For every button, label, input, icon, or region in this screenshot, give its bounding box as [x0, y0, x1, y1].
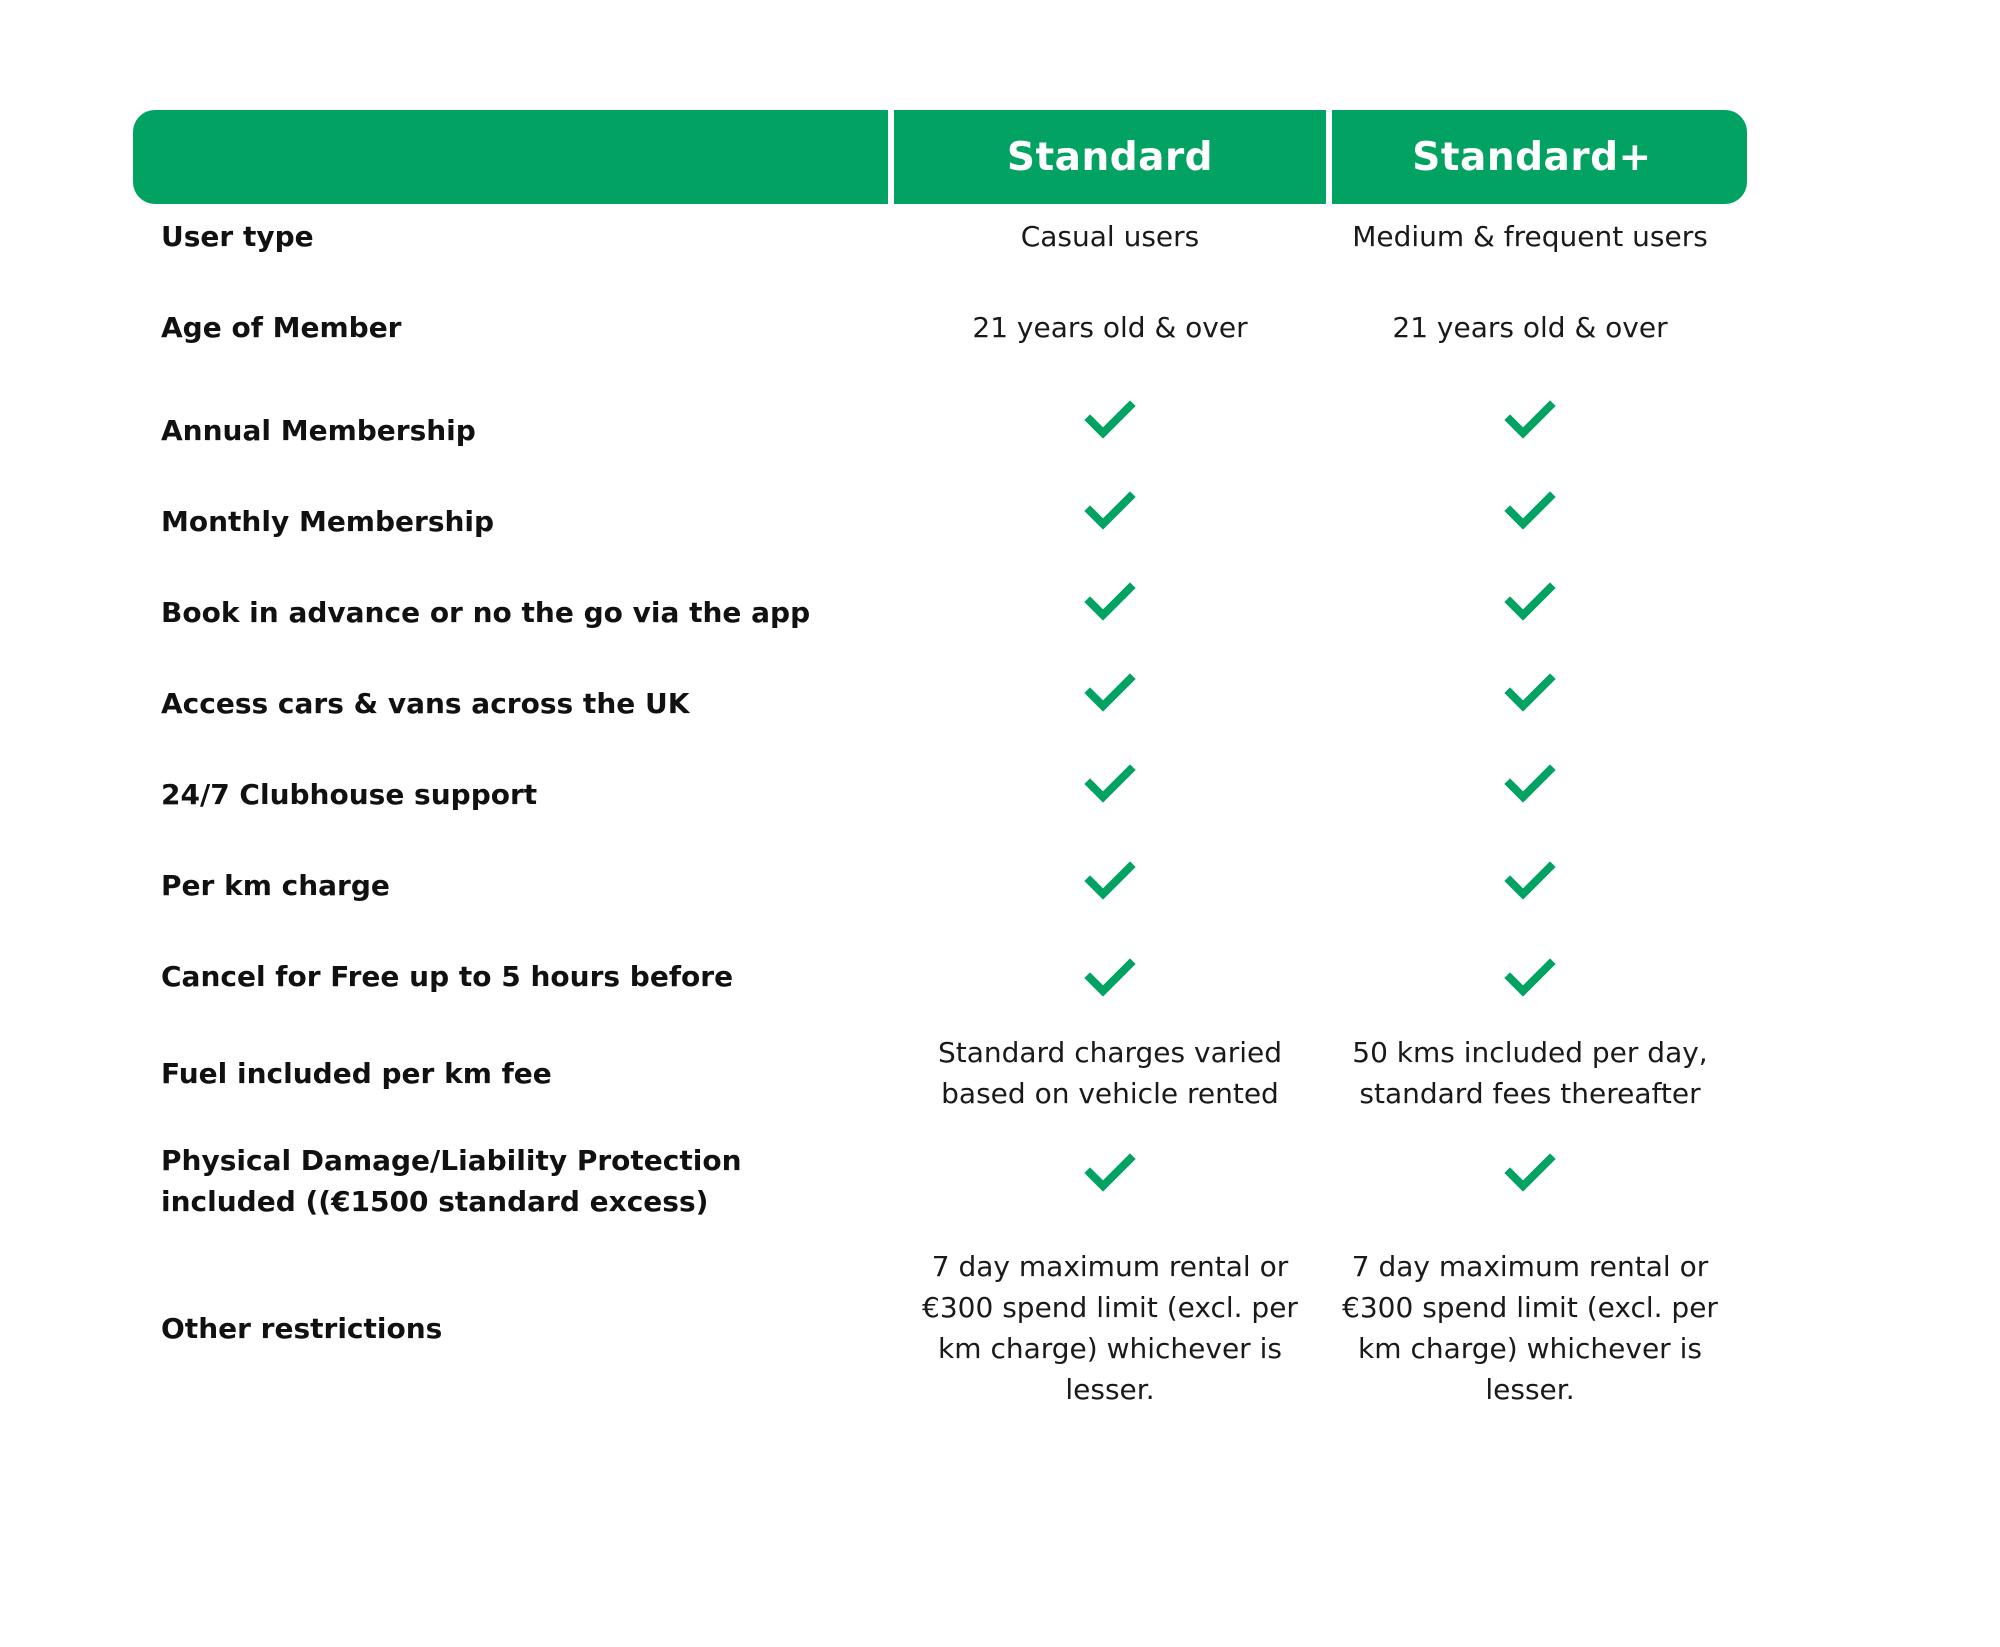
- plan-header-standard: Standard: [1006, 134, 1214, 180]
- table-row: [0, 496, 2000, 546]
- standard-value: Casual users: [1020, 219, 1200, 253]
- row-label: Per km charge: [161, 868, 390, 902]
- row-label: Access cars & vans across the UK: [161, 686, 690, 720]
- check-icon: [1084, 764, 1136, 804]
- check-icon: [1084, 958, 1136, 998]
- table-row: [0, 951, 2000, 1001]
- standard-plus-check-cell: [1330, 759, 1730, 809]
- table-row: [0, 1243, 2000, 1413]
- check-icon: [1084, 861, 1136, 901]
- check-icon: [1504, 764, 1556, 804]
- standard-check-cell: [900, 953, 1320, 1003]
- row-label: Fuel included per km fee: [161, 1056, 552, 1090]
- check-icon: [1504, 491, 1556, 531]
- table-row: [0, 302, 2000, 352]
- table-row: [0, 211, 2000, 261]
- check-icon: [1084, 582, 1136, 622]
- standard-plus-check-cell: [1330, 486, 1730, 536]
- standard-check-cell: [900, 668, 1320, 718]
- check-icon: [1084, 1153, 1136, 1193]
- check-icon: [1504, 400, 1556, 440]
- standard-value: 7 day maximum rental or €300 spend limit (excl. per km charge) whichever is lesser.: [922, 1250, 1298, 1406]
- check-icon: [1504, 861, 1556, 901]
- table-row: [0, 769, 2000, 819]
- table-row: [0, 1028, 2000, 1118]
- standard-value: 21 years old & over: [972, 310, 1248, 344]
- standard-check-cell: [900, 395, 1320, 445]
- table-row: [0, 678, 2000, 728]
- row-label: Age of Member: [161, 310, 402, 344]
- standard-check-cell: [900, 486, 1320, 536]
- standard-plus-value: Medium & frequent users: [1352, 219, 1708, 253]
- row-label: 24/7 Clubhouse support: [161, 777, 538, 811]
- table-row: [0, 1136, 2000, 1226]
- standard-plus-check-cell: [1330, 856, 1730, 906]
- row-label: Annual Membership: [161, 413, 476, 447]
- row-label: User type: [161, 219, 314, 253]
- check-icon: [1504, 673, 1556, 713]
- table-row: [0, 587, 2000, 637]
- standard-check-cell: [900, 1128, 1320, 1218]
- check-icon: [1504, 1153, 1556, 1193]
- standard-plus-check-cell: [1330, 953, 1730, 1003]
- standard-check-cell: [900, 759, 1320, 809]
- plan-header-standard-plus: Standard+: [1412, 134, 1652, 180]
- check-icon: [1084, 400, 1136, 440]
- standard-plus-value: 21 years old & over: [1392, 310, 1668, 344]
- standard-check-cell: [900, 577, 1320, 627]
- check-icon: [1084, 673, 1136, 713]
- check-icon: [1504, 582, 1556, 622]
- row-label: Book in advance or no the go via the app: [161, 595, 811, 629]
- standard-plus-value: 7 day maximum rental or €300 spend limit (excl. per km charge) whichever is lesser.: [1342, 1250, 1718, 1406]
- standard-value: Standard charges varied based on vehicle rented: [937, 1036, 1283, 1110]
- row-label: Physical Damage/Liability Protection included ((€1500 standard excess): [161, 1144, 742, 1218]
- standard-check-cell: [900, 856, 1320, 906]
- row-label: Other restrictions: [161, 1311, 443, 1345]
- table-row: [0, 860, 2000, 910]
- standard-plus-check-cell: [1330, 1128, 1730, 1218]
- standard-plus-value: 50 kms included per day, standard fees thereafter: [1352, 1036, 1708, 1110]
- standard-plus-check-cell: [1330, 577, 1730, 627]
- check-icon: [1504, 958, 1556, 998]
- standard-plus-check-cell: [1330, 668, 1730, 718]
- row-label: Monthly Membership: [161, 504, 495, 538]
- table-row: [0, 405, 2000, 455]
- check-icon: [1084, 491, 1136, 531]
- row-label: Cancel for Free up to 5 hours before: [161, 959, 734, 993]
- standard-plus-check-cell: [1330, 395, 1730, 445]
